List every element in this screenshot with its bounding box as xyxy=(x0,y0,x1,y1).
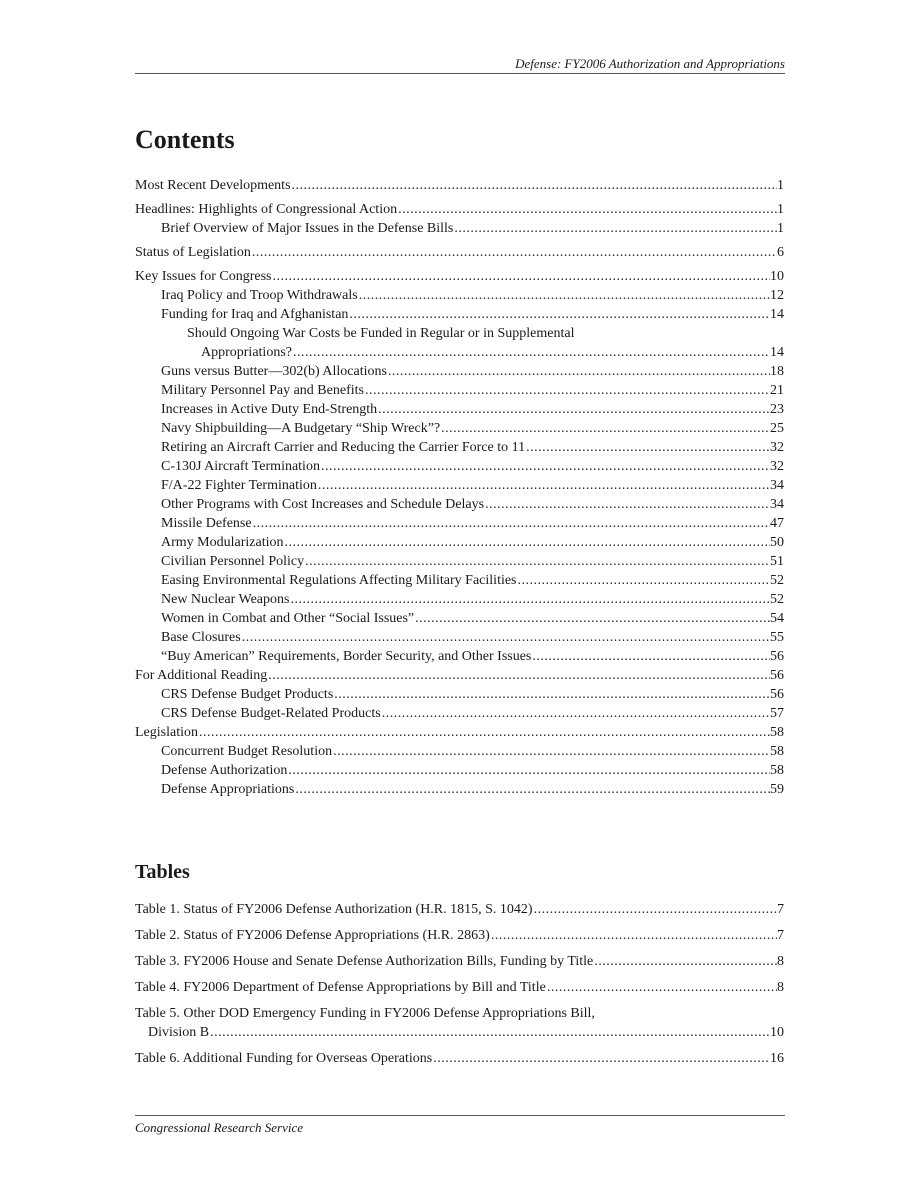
toc-entry[interactable]: CRS Defense Budget Products ..... 56 xyxy=(135,685,784,704)
toc-entry[interactable]: Most Recent Developments ..... 1 xyxy=(135,176,784,195)
toc-entry[interactable]: Guns versus Butter—302(b) Allocations ..... 18 xyxy=(135,362,784,381)
table-entry[interactable]: Table 3. FY2006 House and Senate Defense Authorization Bills, Funding by Title ..... 8 xyxy=(135,952,784,971)
toc-entry[interactable]: “Buy American” Requirements, Border Security, and Other Issues ..... 56 xyxy=(135,647,784,666)
toc-entry[interactable]: Women in Combat and Other “Social Issues” ..... 54 xyxy=(135,609,784,628)
toc-entry[interactable]: Easing Environmental Regulations Affecting Military Facilities ..... 52 xyxy=(135,571,784,590)
running-header: Defense: FY2006 Authorization and Appropriations xyxy=(515,56,785,71)
toc-entry[interactable]: CRS Defense Budget-Related Products ..... 57 xyxy=(135,704,784,723)
toc-entry[interactable]: F/A-22 Fighter Termination ..... 34 xyxy=(135,476,784,495)
toc-entry[interactable]: Missile Defense ..... 47 xyxy=(135,514,784,533)
contents-heading: Contents xyxy=(135,125,235,154)
toc-entry[interactable]: Navy Shipbuilding—A Budgetary “Ship Wreck”? ..... 25 xyxy=(135,419,784,438)
toc-entry[interactable]: Other Programs with Cost Increases and Schedule Delays ..... 34 xyxy=(135,495,784,514)
toc-entry[interactable]: Legislation ..... 58 xyxy=(135,723,784,742)
running-footer: Congressional Research Service xyxy=(135,1120,303,1135)
toc-entry[interactable]: New Nuclear Weapons ..... 52 xyxy=(135,590,784,609)
table-entry[interactable]: Table 5. Other DOD Emergency Funding in FY2006 Defense Appropriations Bill, Division B ..... 10 xyxy=(135,1004,784,1042)
header-rule xyxy=(135,73,785,74)
toc-entry[interactable]: Funding for Iraq and Afghanistan ..... 14 xyxy=(135,305,784,324)
toc-entry[interactable]: Brief Overview of Major Issues in the Defense Bills ..... 1 xyxy=(135,219,784,238)
tables-heading: Tables xyxy=(135,861,190,883)
toc-entry[interactable]: Iraq Policy and Troop Withdrawals ..... 12 xyxy=(135,286,784,305)
toc-entry[interactable]: Status of Legislation ..... 6 xyxy=(135,243,784,262)
toc-entry[interactable]: Defense Appropriations ..... 59 xyxy=(135,780,784,799)
toc-entry[interactable]: Army Modularization ..... 50 xyxy=(135,533,784,552)
tables-list xyxy=(135,900,784,1068)
toc-entry[interactable]: Concurrent Budget Resolution ..... 58 xyxy=(135,742,784,761)
toc-entry[interactable]: Civilian Personnel Policy ..... 51 xyxy=(135,552,784,571)
toc-entry[interactable]: Key Issues for Congress ..... 10 xyxy=(135,267,784,286)
table-entry[interactable]: Table 4. FY2006 Department of Defense Appropriations by Bill and Title ..... 8 xyxy=(135,978,784,997)
toc-entry[interactable]: For Additional Reading ..... 56 xyxy=(135,666,784,685)
toc-entry[interactable]: Base Closures ..... 55 xyxy=(135,628,784,647)
toc-entry[interactable]: Defense Authorization ..... 58 xyxy=(135,761,784,780)
toc-entry[interactable]: Military Personnel Pay and Benefits ..... 21 xyxy=(135,381,784,400)
toc-entry[interactable]: Increases in Active Duty End-Strength ..... 23 xyxy=(135,400,784,419)
table-entry[interactable]: Table 1. Status of FY2006 Defense Authorization (H.R. 1815, S. 1042) ..... 7 xyxy=(135,900,784,919)
toc-entry[interactable]: Headlines: Highlights of Congressional Action ..... 1 xyxy=(135,200,784,219)
toc-entry[interactable]: C-130J Aircraft Termination ..... 32 xyxy=(135,457,784,476)
table-entry[interactable]: Table 6. Additional Funding for Overseas Operations ..... 16 xyxy=(135,1049,784,1068)
footer-rule xyxy=(135,1115,785,1116)
table-entry[interactable]: Table 2. Status of FY2006 Defense Appropriations (H.R. 2863) ..... 7 xyxy=(135,926,784,945)
toc-entry[interactable]: Should Ongoing War Costs be Funded in Regular or in Supplemental Appropriations? ..... 14 xyxy=(135,324,784,362)
toc-entry[interactable]: Retiring an Aircraft Carrier and Reducing the Carrier Force to 11 ..... 32 xyxy=(135,438,784,457)
contents-list xyxy=(135,176,784,799)
